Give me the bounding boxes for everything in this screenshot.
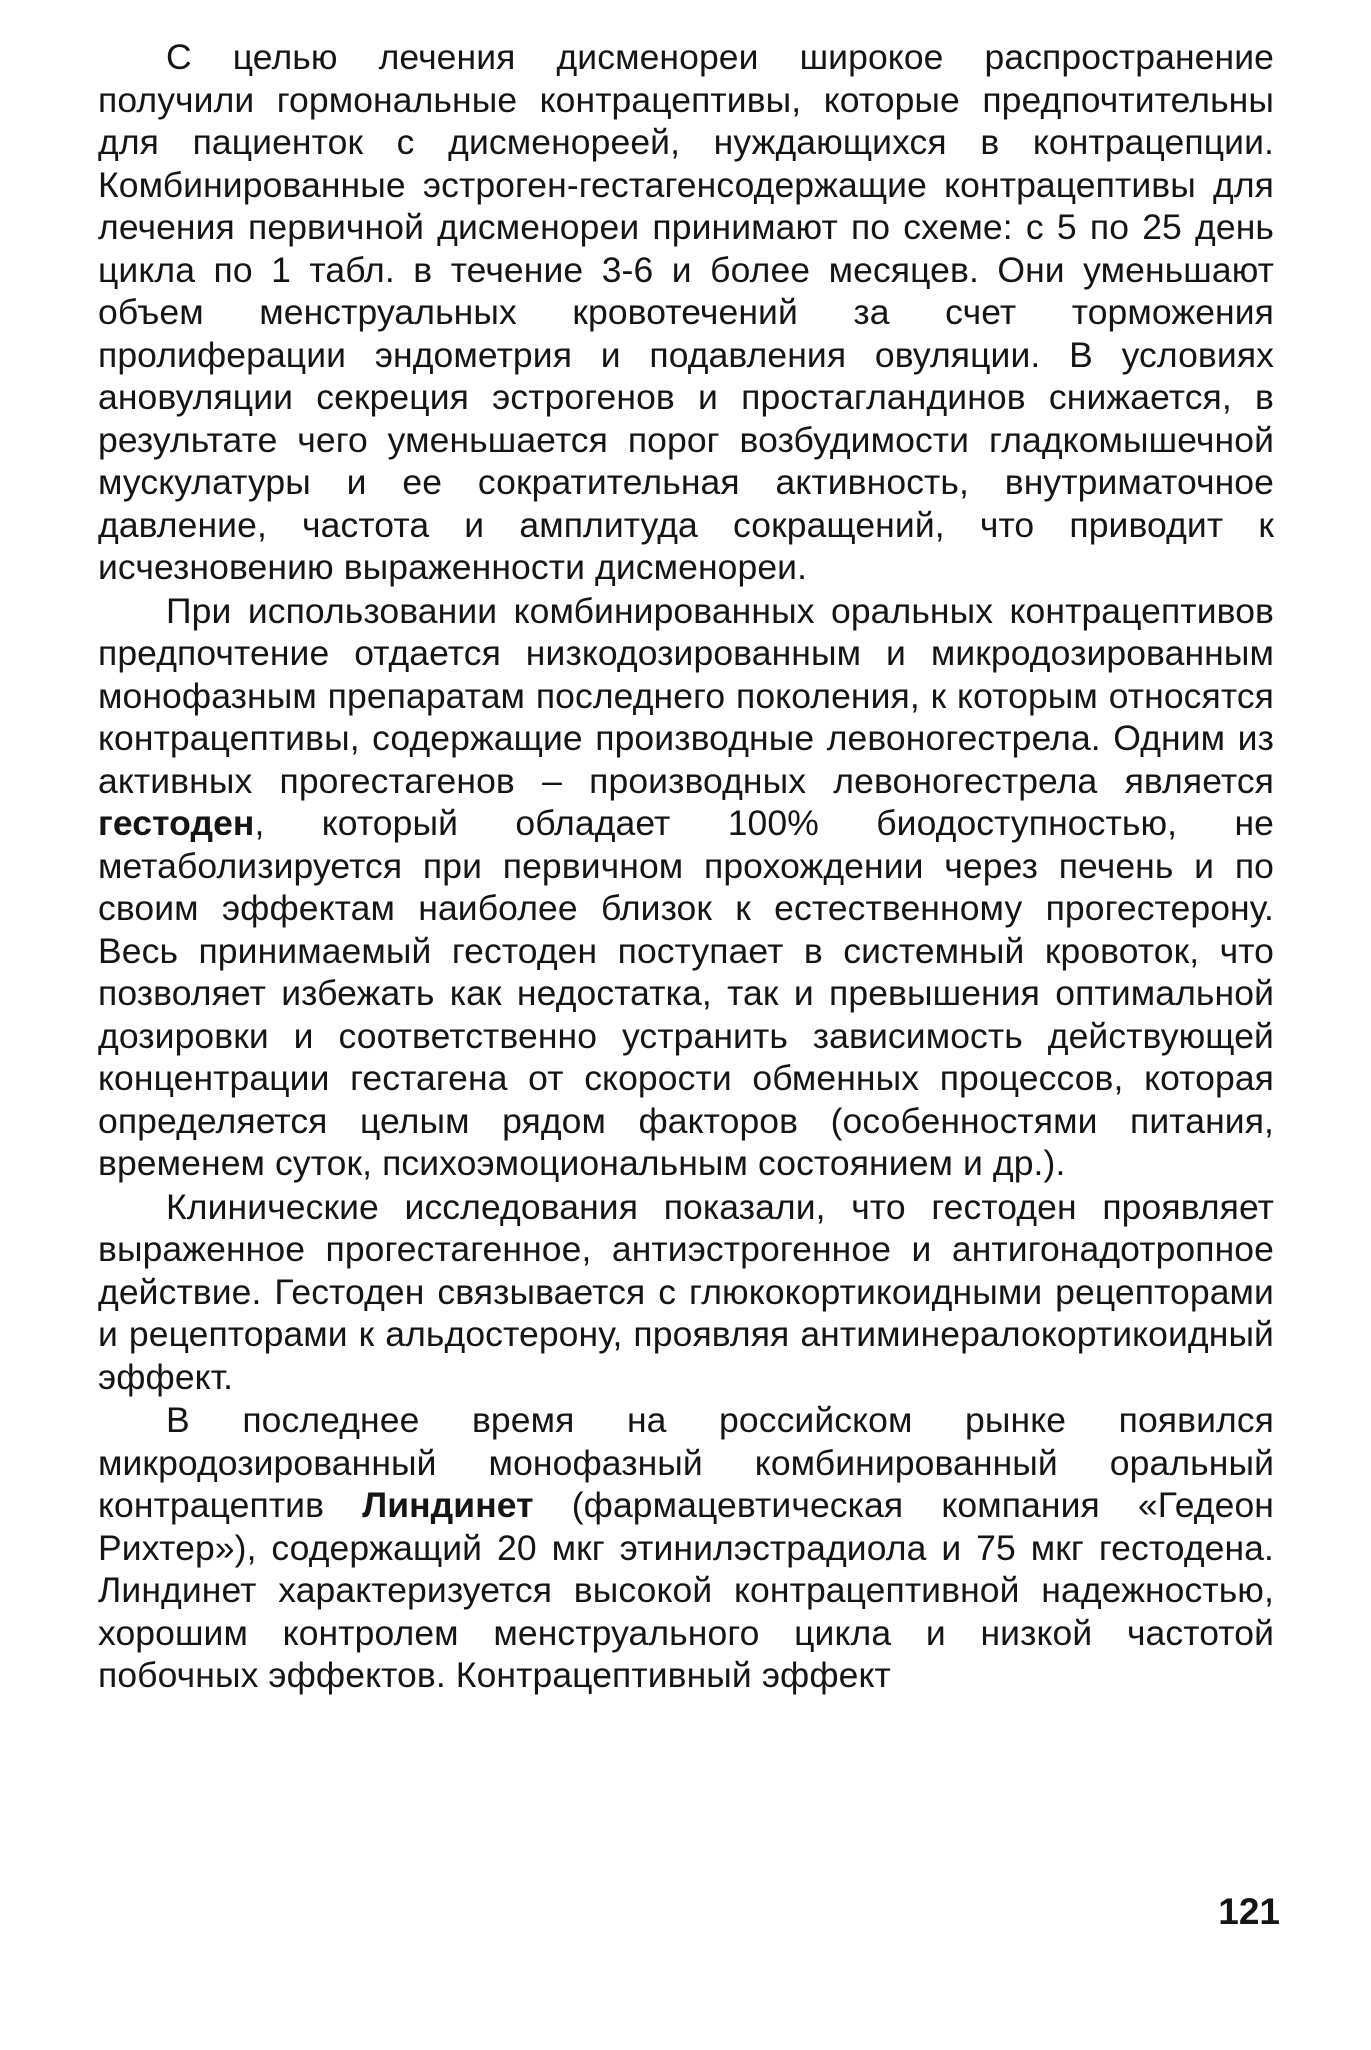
paragraph-lindinet bbox=[98, 1399, 1274, 1697]
term-lindinet: Линдинет bbox=[362, 1485, 534, 1525]
page-number: 121 bbox=[1218, 1891, 1280, 1932]
paragraph-dysmenorrhea-treatment: С целью лечения дисменореи широкое распространение получили гормональные контрацептивы, которые предпочтительны для пациенток с дисменореей, нуждающихся в контрацепции. Комбинированные эстроген-гестагенсодержащие контрацептивы для лечения первичной дисменореи принимают по схеме: с 5 по 25 день цикла по 1 табл. в течение 3-6 и более месяцев. Они уменьшают объем менструальных кровотечений за счет торможения пролиферации эндометрия и подавления овуляции. В условиях ановуляции секреция эстрогенов и простагландинов снижается, в результате чего уменьшается порог возбудимости гладкомышечной мускулатуры и ее сократительная активность, внутриматочное давление, частота и амплитуда сокращений, что приводит к исчезновению выраженности дисменореи. bbox=[98, 37, 1274, 587]
paragraph-text-start: При использовании комбинированных оральных контрацептивов предпочтение отдается низкодозированным и микродозированным монофазным препаратам последнего поколения, к которым относятся контрацептивы, содержащие производные левоногестрела. Одним из активных прогестагенов – производных левоногестрела является bbox=[98, 590, 1274, 801]
page-body bbox=[98, 36, 1274, 1698]
paragraph-clinical-studies: Клинические исследования показали, что гестоден проявляет выраженное прогестагенное, антиэстрогенное и антигонадотропное действие. Гестоден связывается с глюкокортикоидными рецепторами и рецепторами к альдостерону, проявляя антиминералокортикоидный эффект. bbox=[98, 1186, 1274, 1397]
paragraph-text-end: (фармацевтическая компания «Гедеон Рихтер»), содержащий 20 мкг этинилэстрадиола и 75 мкг гестодена. Линдинет характеризуется высокой контрацептивной надежностью, хорошим контролем менструального цикла и низкой частотой побочных эффектов. Контрацептивный эффект bbox=[98, 1485, 1274, 1695]
paragraph-text-end: , который обладает 100% биодоступностью, не метаболизируется при первичном прохождении через печень и по своим эффектам наиболее близок к естественному прогестерону. Весь принимаемый гестоден поступает в системный кровоток, что позволяет избежать как недостатка, так и превышения оптимальной дозировки и соответственно устранить зависимость действующей концентрации гестагена от скорости обменных процессов, которая определяется целым рядом факторов (особенностями питания, временем суток, психоэмоциональным состоянием и др.). bbox=[98, 803, 1274, 1183]
term-gestodene: гестоден bbox=[98, 803, 255, 843]
paragraph-text-start: В последнее время на российском рынке появился микродозированный монофазный комбинированный оральный контрацептив bbox=[98, 1400, 1274, 1525]
paragraph-combined-contraceptives bbox=[98, 590, 1274, 1185]
